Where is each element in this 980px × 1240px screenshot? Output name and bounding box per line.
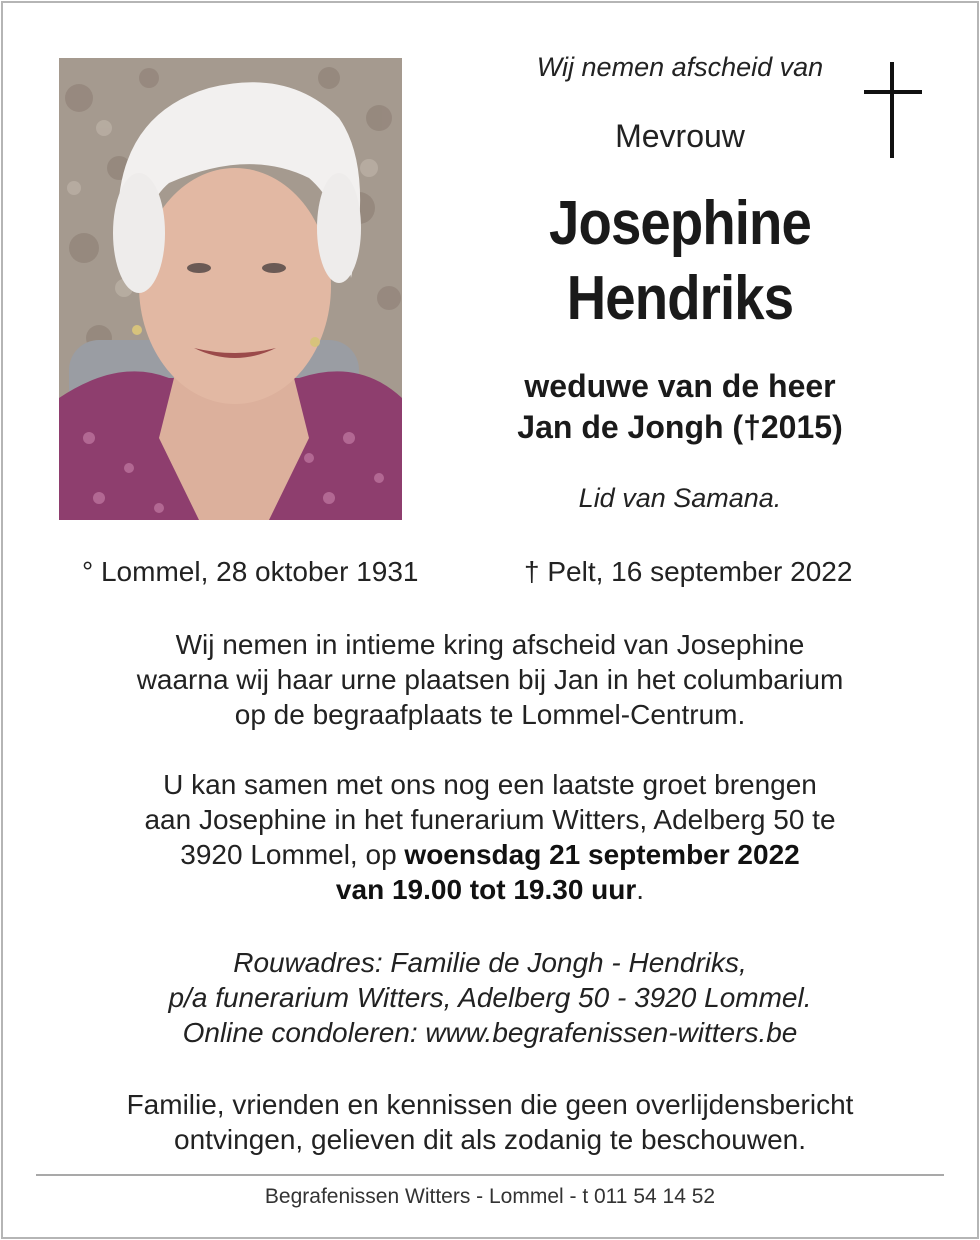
intro-text: Wij nemen afscheid van [536, 52, 824, 82]
visit-date: woensdag 21 september 2022 [404, 839, 800, 870]
ceremony-line: waarna wij haar urne plaatsen bij Jan in het columbarium [136, 664, 844, 695]
widow-line-2: Jan de Jongh (†2015) [517, 409, 843, 445]
footer-divider [36, 1174, 944, 1176]
visit-time: van 19.00 tot 19.30 uur [335, 874, 637, 905]
closing-line: ontvingen, gelieven dit als zodanig te beschouwen. [174, 1124, 806, 1155]
first-name: Josephine [549, 189, 811, 258]
birth-info: ° Lommel, 28 oktober 1931 [82, 556, 419, 587]
visit-line-2: aan Josephine in het funerarium Witters, Adelberg 50 te [144, 804, 836, 835]
death-info: † Pelt, 16 september 2022 [524, 556, 853, 587]
closing-paragraph [40, 1087, 940, 1157]
portrait-photo [59, 58, 402, 520]
address-line: Rouwadres: Familie de Jongh - Hendriks, [233, 947, 747, 978]
membership-text: Lid van Samana. [578, 483, 782, 513]
ceremony-line: Wij nemen in intieme kring afscheid van Josephine [175, 629, 805, 660]
deceased-name [495, 186, 865, 336]
widow-of [470, 366, 890, 448]
ceremony-paragraph [40, 627, 940, 732]
visit-line-1: U kan samen met ons nog een laatste groet brengen [163, 769, 817, 800]
address-line: p/a funerarium Witters, Adelberg 50 - 3920 Lommel. [168, 982, 812, 1013]
visit-prefix: 3920 Lommel, op [180, 839, 405, 870]
widow-line-1: weduwe van de heer [524, 368, 836, 404]
ceremony-line: op de begraafplaats te Lommel-Centrum. [234, 699, 746, 730]
visit-paragraph [40, 767, 940, 907]
visit-line-3 [40, 837, 940, 872]
visit-end: . [636, 874, 645, 905]
condolence-link[interactable]: Online condoleren: www.begrafenissen-witters.be [182, 1017, 798, 1048]
closing-line: Familie, vrienden en kennissen die geen overlijdensbericht [126, 1089, 854, 1120]
footer-text: Begrafenissen Witters - Lommel - t 011 54 14 52 [264, 1185, 716, 1208]
last-name: Hendriks [566, 264, 794, 333]
address-paragraph [40, 945, 940, 1050]
visit-line-4 [40, 872, 940, 907]
honorific-title: Mevrouw [615, 118, 745, 154]
